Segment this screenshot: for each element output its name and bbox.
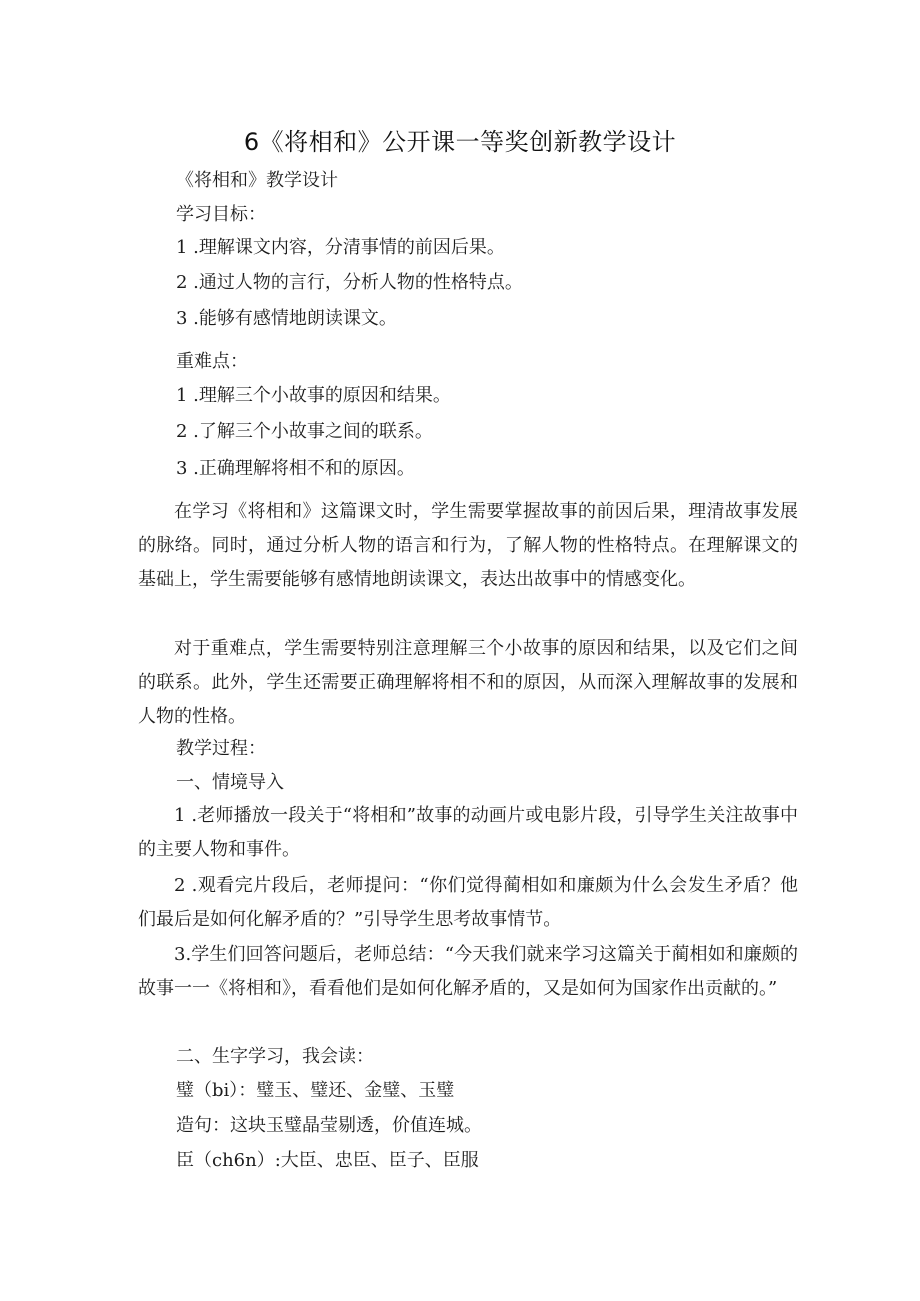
section-heading-vocab: 二、生字学习，我会读： bbox=[176, 1046, 374, 1067]
key-point-item-3: 3 .正确理解将相不和的原因。 bbox=[176, 458, 415, 479]
key-points-heading: 重难点： bbox=[176, 351, 248, 372]
objectives-heading: 学习目标： bbox=[176, 204, 266, 225]
section-heading-intro: 一、情境导入 bbox=[176, 772, 284, 793]
paragraph-key-points: 对于重难点，学生需要特别注意理解三个小故事的原因和结果，以及它们之间的联系。此外，学生还需要正确理解将相不和的原因，从而深入理解故事的发展和人物的性格。 bbox=[138, 638, 798, 727]
vocab-sentence: 造句：这块玉璧晶莹剔透，价值连城。 bbox=[176, 1115, 482, 1136]
step-3-paragraph: 3.学生们回答问题后，老师总结：“今天我们就来学习这篇关于蔺相如和廉颇的故事一一《将相和》，看看他们是如何化解矛盾的，又是如何为国家作出贡献的。” bbox=[138, 944, 798, 999]
paragraph-study: 在学习《将相和》这篇课文时，学生需要掌握故事的前因后果，理清故事发展的脉络。同时，通过分析人物的语言和行为，了解人物的性格特点。在理解课文的基础上，学生需要能够有感情地朗读课文，表达出故事中的情感变化。 bbox=[138, 501, 798, 590]
objective-item-3: 3 .能够有感情地朗读课文。 bbox=[176, 308, 397, 329]
process-heading: 教学过程： bbox=[176, 738, 266, 759]
vocab-item-bi: 璧（bi）：璧玉、璧还、金璧、玉璧 bbox=[176, 1080, 455, 1101]
objective-item-1: 1 .理解课文内容，分清事情的前因后果。 bbox=[176, 237, 505, 258]
vocab-item-chen: 臣（ch6n）:大臣、忠臣、臣子、臣服 bbox=[176, 1150, 479, 1171]
step-1-paragraph: 1 .老师播放一段关于“将相和”故事的动画片或电影片段，引导学生关注故事中的主要人物和事件。 bbox=[138, 805, 798, 860]
key-point-item-1: 1 .理解三个小故事的原因和结果。 bbox=[176, 385, 451, 406]
document-subtitle: 《将相和》教学设计 bbox=[176, 170, 338, 191]
objective-item-2: 2 .通过人物的言行，分析人物的性格特点。 bbox=[176, 272, 523, 293]
key-point-item-2: 2 .了解三个小故事之间的联系。 bbox=[176, 421, 433, 442]
document-title: 6《将相和》公开课一等奖创新教学设计 bbox=[243, 128, 677, 156]
step-2-paragraph: 2 .观看完片段后，老师提问：“你们觉得蔺相如和廉颇为什么会发生矛盾？他们最后是如何化解矛盾的？”引导学生思考故事情节。 bbox=[138, 875, 798, 930]
